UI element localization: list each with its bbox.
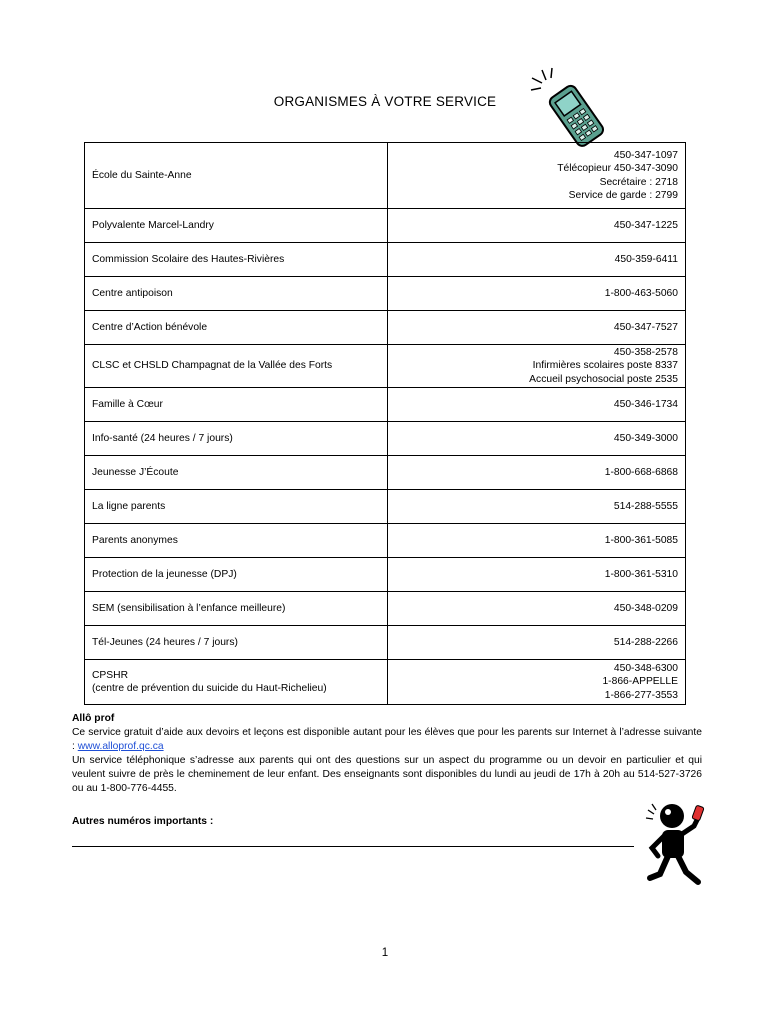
organization-row	[85, 422, 686, 456]
organization-row	[85, 209, 686, 243]
person-on-phone-icon	[642, 796, 716, 888]
organization-name-line: Info-santé (24 heures / 7 jours)	[92, 432, 233, 444]
phone-line: 514-288-5555	[613, 500, 678, 512]
organization-phone	[388, 143, 686, 209]
phone-line: 450-347-1225	[613, 219, 678, 231]
phone-line: 514-288-2266	[613, 636, 678, 648]
phone-line: Secrétaire : 2718	[599, 176, 678, 188]
organization-phone	[388, 277, 686, 311]
organization-name-line: Centre antipoison	[92, 287, 173, 299]
phone-line: 1-800-668-6868	[604, 466, 678, 478]
organization-name	[85, 626, 388, 660]
organization-phone	[388, 660, 686, 705]
allo-prof-heading: Allô prof	[72, 713, 115, 724]
page-number: 1	[381, 947, 389, 959]
phone-line: 450-359-6411	[614, 253, 678, 265]
organization-name-line: École du Sainte-Anne	[92, 169, 192, 181]
alloprof-link[interactable]: www.alloprof.qc.ca	[77, 741, 164, 752]
phone-line: 450-346-1734	[613, 398, 678, 410]
organization-row	[85, 490, 686, 524]
organization-row	[85, 277, 686, 311]
page-title: ORGANISMES À VOTRE SERVICE	[273, 94, 497, 109]
organization-name	[85, 490, 388, 524]
phone-line: Infirmières scolaires poste 8337	[532, 360, 678, 372]
organization-name	[85, 524, 388, 558]
phone-line: Télécopieur 450-347-3090	[557, 163, 678, 175]
phone-line: 450-347-7527	[613, 321, 678, 333]
organization-name	[85, 388, 388, 422]
organization-name	[85, 422, 388, 456]
phone-line: 1-800-361-5085	[604, 534, 678, 546]
organization-name	[85, 456, 388, 490]
organization-phone	[388, 243, 686, 277]
organization-name-line: SEM (sensibilisation à l’enfance meilleure)	[92, 602, 286, 614]
organization-name-line: CLSC et CHSLD Champagnat de la Vallée des Forts	[92, 360, 333, 372]
organization-name-line: La ligne parents	[92, 500, 166, 512]
organization-name-line: Centre d’Action bénévole	[92, 321, 208, 333]
phone-line: 450-349-3000	[613, 432, 678, 444]
organization-name	[85, 311, 388, 345]
write-in-line	[72, 846, 634, 847]
organization-name	[85, 345, 388, 388]
organization-name	[85, 209, 388, 243]
organization-name	[85, 592, 388, 626]
organization-phone	[388, 592, 686, 626]
organization-row	[85, 524, 686, 558]
allo-prof-paragraph	[72, 726, 702, 754]
organization-name-line: Jeunesse J’Écoute	[92, 466, 179, 478]
organization-name-line: Protection de la jeunesse (DPJ)	[92, 568, 237, 580]
allo-prof-phone-paragraph: Un service téléphonique s’adresse aux parents qui ont des questions sur un aspect du programme ou un devoir en particulier et qui veulent suivre de près le cheminement de leur enfant. Des enseignants sont disponibles du lundi au jeudi de 17h à 20h au 514-527-3726 ou au 1-800-776-4455.	[72, 755, 702, 794]
organization-phone	[388, 422, 686, 456]
phone-line: 450-348-6300	[613, 663, 678, 675]
organization-name	[85, 660, 388, 705]
allo-prof-section	[72, 712, 702, 796]
organization-name	[85, 558, 388, 592]
organization-row	[85, 660, 686, 705]
organization-name	[85, 243, 388, 277]
organization-name-line: Famille à Cœur	[92, 398, 163, 410]
organization-row	[85, 143, 686, 209]
phone-line: 450-358-2578	[613, 347, 678, 359]
phone-line: 1-800-463-5060	[604, 287, 678, 299]
phone-line: 450-348-0209	[613, 602, 678, 614]
autres-numeros-label: Autres numéros importants :	[72, 816, 214, 827]
phone-line: Service de garde : 2799	[568, 189, 678, 201]
organization-name-line: Polyvalente Marcel-Landry	[92, 219, 214, 231]
organization-row	[85, 626, 686, 660]
phone-line: 450-347-1097	[613, 150, 678, 162]
organization-phone	[388, 490, 686, 524]
organization-name-line: Tél-Jeunes (24 heures / 7 jours)	[92, 636, 238, 648]
organization-phone	[388, 558, 686, 592]
organizations-table	[84, 142, 686, 705]
organization-phone	[388, 524, 686, 558]
organization-phone	[388, 345, 686, 388]
organization-name-line: Parents anonymes	[92, 534, 178, 546]
organization-phone	[388, 388, 686, 422]
organization-name	[85, 277, 388, 311]
organization-name-line: (centre de prévention du suicide du Haut-Richelieu)	[92, 683, 327, 694]
organization-row	[85, 311, 686, 345]
phone-line: 1-800-361-5310	[604, 568, 678, 580]
organization-name-line: CPSHR	[92, 669, 129, 681]
organization-row	[85, 388, 686, 422]
phone-line: Accueil psychosocial poste 2535	[529, 373, 678, 385]
organization-row	[85, 558, 686, 592]
organization-row	[85, 592, 686, 626]
organization-name-line: Commission Scolaire des Hautes-Rivières	[92, 253, 285, 265]
organization-name	[85, 143, 388, 209]
allo-prof-text: Ce service gratuit d’aide aux devoirs et leçons est disponible autant pour les élèves que pour les parents sur Internet à l’adresse suivante :	[72, 727, 702, 752]
organization-phone	[388, 456, 686, 490]
organization-phone	[388, 626, 686, 660]
organization-phone	[388, 311, 686, 345]
phone-line: 1-866-277-3553	[604, 689, 678, 701]
cell-phone-icon	[528, 66, 618, 148]
organization-row	[85, 456, 686, 490]
phone-line: 1-866-APPELLE	[602, 676, 678, 688]
organization-row	[85, 345, 686, 388]
organization-phone	[388, 209, 686, 243]
organization-row	[85, 243, 686, 277]
